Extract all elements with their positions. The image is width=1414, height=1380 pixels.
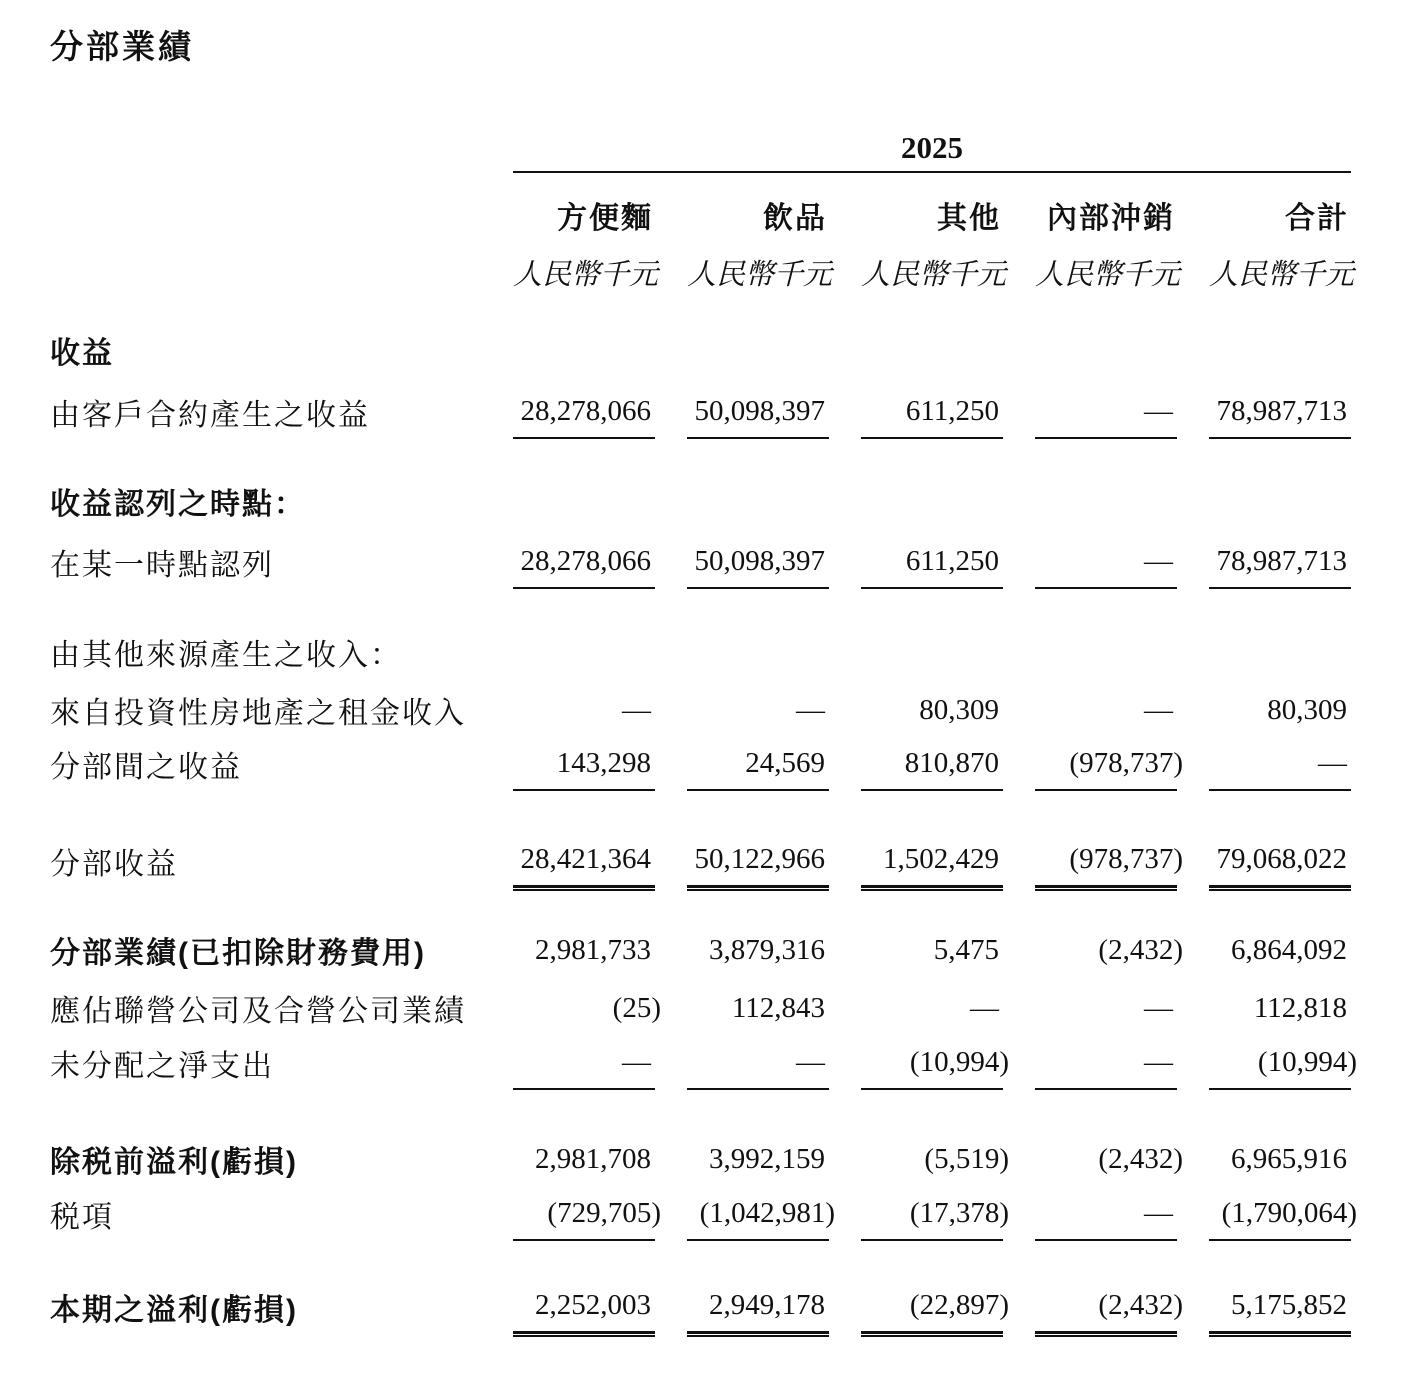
row-profit-for-the-period xyxy=(50,1280,1414,1334)
value-cell: 24,569 xyxy=(687,737,829,791)
value-cell: (978,737) xyxy=(1035,834,1177,888)
value-cell: 2,252,003 xyxy=(513,1280,655,1334)
row-label: 税項 xyxy=(50,1201,114,1234)
currency-unit-row xyxy=(50,247,1414,297)
row-label: 在某一時點認列 xyxy=(50,549,274,582)
row-recognised-at-point-in-time xyxy=(50,535,1414,589)
value-cell: — xyxy=(687,1036,829,1090)
row-inter-segment-revenue xyxy=(50,737,1414,791)
value-cell: 112,843 xyxy=(731,991,825,1024)
value-cell: 2,949,178 xyxy=(687,1280,829,1334)
value-cell: 50,098,397 xyxy=(687,385,829,439)
row-share-of-associates-and-joint-ventures xyxy=(50,981,1414,1035)
value-cell: (1,790,064) xyxy=(1209,1187,1351,1241)
value-cell: (22,897) xyxy=(861,1280,1003,1334)
column-header-row xyxy=(50,190,1414,240)
value-cell: — xyxy=(1144,991,1173,1024)
section-revenue-from-other-sources xyxy=(50,625,1414,679)
section-revenue-heading xyxy=(50,323,1414,377)
value-cell: 3,879,316 xyxy=(709,933,825,966)
value-cell: (10,994) xyxy=(1209,1036,1351,1090)
row-label: 分部間之收益 xyxy=(50,751,242,784)
value-cell: 80,309 xyxy=(919,693,999,726)
row-segment-revenue-total xyxy=(50,834,1414,888)
value-cell: 143,298 xyxy=(513,737,655,791)
column-header-others: 其他 xyxy=(937,202,1001,235)
value-cell: 80,309 xyxy=(1267,693,1347,726)
row-label: 未分配之淨支出 xyxy=(50,1050,274,1083)
value-cell: — xyxy=(1144,693,1173,726)
value-cell: — xyxy=(1035,1036,1177,1090)
currency-unit: 人民幣千元 xyxy=(1209,258,1355,291)
value-cell: 79,068,022 xyxy=(1209,834,1351,888)
value-cell: — xyxy=(1209,737,1351,791)
row-label: 應佔聯營公司及合營公司業績 xyxy=(50,995,466,1028)
row-revenue-from-customer-contracts xyxy=(50,385,1414,439)
currency-unit: 人民幣千元 xyxy=(513,258,659,291)
currency-unit: 人民幣千元 xyxy=(861,258,1007,291)
value-cell: 28,421,364 xyxy=(513,834,655,888)
row-rental-income-investment-properties xyxy=(50,683,1414,737)
value-cell: 2,981,708 xyxy=(535,1142,651,1175)
value-cell: (2,432) xyxy=(1035,1280,1177,1334)
section-timing-of-revenue-recognition xyxy=(50,474,1414,528)
value-cell: — xyxy=(1035,1187,1177,1241)
value-cell: 810,870 xyxy=(861,737,1003,791)
currency-unit: 人民幣千元 xyxy=(687,258,833,291)
value-cell: 3,992,159 xyxy=(709,1142,825,1175)
year-header-row xyxy=(50,128,1414,173)
year-header: 2025 xyxy=(513,128,1351,173)
row-segment-results xyxy=(50,923,1414,977)
value-cell: (729,705) xyxy=(513,1187,655,1241)
column-header-instant-noodles: 方便麵 xyxy=(557,202,653,235)
value-cell: (25) xyxy=(612,991,661,1024)
value-cell: — xyxy=(513,1036,655,1090)
value-cell: (978,737) xyxy=(1035,737,1177,791)
value-cell: 78,987,713 xyxy=(1209,385,1351,439)
row-label: 由其他來源產生之收入： xyxy=(50,639,402,672)
value-cell: 1,502,429 xyxy=(861,834,1003,888)
value-cell: — xyxy=(970,991,999,1024)
row-label: 由客戶合約產生之收益 xyxy=(50,399,370,432)
row-label: 除税前溢利(虧損) xyxy=(50,1146,298,1179)
row-label: 收益認列之時點： xyxy=(50,488,306,521)
row-label: 收益 xyxy=(50,337,114,370)
value-cell: 5,475 xyxy=(933,933,999,966)
row-profit-before-taxation xyxy=(50,1132,1414,1186)
value-cell: 50,122,966 xyxy=(687,834,829,888)
value-cell: (17,378) xyxy=(861,1187,1003,1241)
value-cell: (2,432) xyxy=(1098,1142,1183,1175)
value-cell: 50,098,397 xyxy=(687,535,829,589)
row-label: 本期之溢利(虧損) xyxy=(50,1294,298,1327)
value-cell: 28,278,066 xyxy=(513,535,655,589)
value-cell: 78,987,713 xyxy=(1209,535,1351,589)
value-cell: (5,519) xyxy=(924,1142,1009,1175)
column-header-beverages: 飲品 xyxy=(763,202,827,235)
value-cell: (1,042,981) xyxy=(687,1187,829,1241)
row-label: 分部收益 xyxy=(50,848,178,881)
value-cell: 611,250 xyxy=(861,385,1003,439)
row-label: 分部業績(已扣除財務費用) xyxy=(50,937,426,970)
value-cell: 6,965,916 xyxy=(1231,1142,1347,1175)
value-cell: — xyxy=(1035,385,1177,439)
value-cell: 6,864,092 xyxy=(1231,933,1347,966)
currency-unit: 人民幣千元 xyxy=(1035,258,1181,291)
value-cell: — xyxy=(1035,535,1177,589)
value-cell: (10,994) xyxy=(861,1036,1003,1090)
value-cell: 611,250 xyxy=(861,535,1003,589)
value-cell: 5,175,852 xyxy=(1209,1280,1351,1334)
value-cell: (2,432) xyxy=(1098,933,1183,966)
value-cell: — xyxy=(796,693,825,726)
value-cell: 28,278,066 xyxy=(513,385,655,439)
row-unallocated-net-expenses xyxy=(50,1036,1414,1090)
row-label: 來自投資性房地產之租金收入 xyxy=(50,697,466,730)
value-cell: 112,818 xyxy=(1253,991,1347,1024)
row-taxation xyxy=(50,1187,1414,1241)
column-header-inter-segment-elimination: 內部沖銷 xyxy=(1047,202,1175,235)
value-cell: — xyxy=(622,693,651,726)
value-cell: 2,981,733 xyxy=(535,933,651,966)
column-header-total: 合計 xyxy=(1285,202,1349,235)
page-title: 分部業績 xyxy=(50,28,194,65)
